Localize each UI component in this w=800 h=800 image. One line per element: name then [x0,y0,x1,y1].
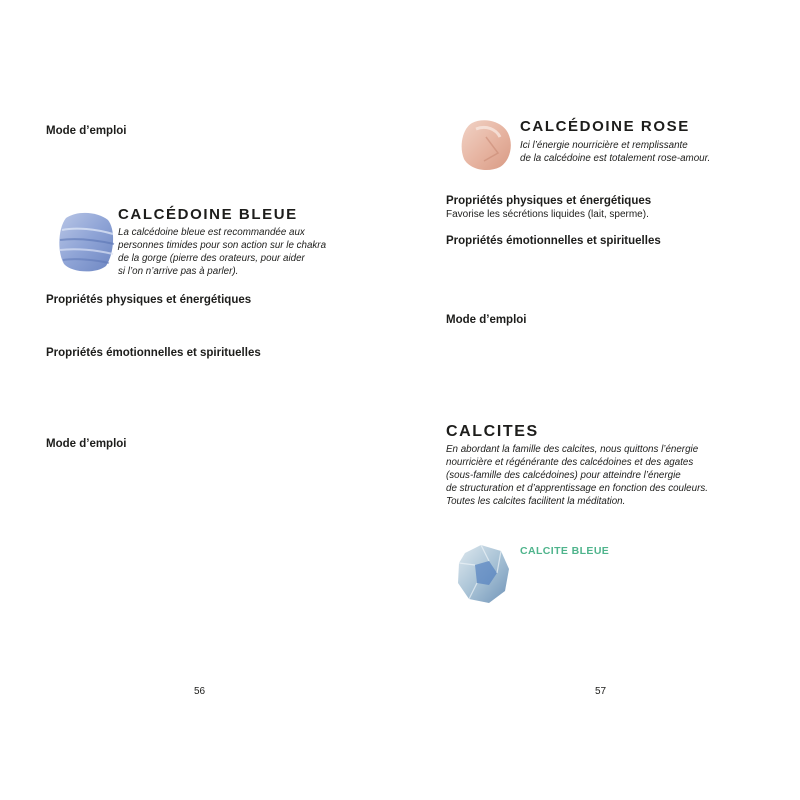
pink-mode-emploi-section [446,313,776,327]
text-line: nourricière et régénérante des calcédoines et des agates [446,457,694,468]
calcites-section [446,423,776,508]
pink-emotional-section [446,234,776,248]
stone-title: CALCÉDOINE BLEUE [118,206,298,223]
family-title: CALCITES [446,423,539,440]
section-heading: Mode d’emploi [46,438,127,450]
blue-physical-section [46,293,366,307]
text-line: (sous-famille des calcédoines) pour atteindre l’énergie [446,470,681,481]
text-line: de structuration et d’apprentissage en fonction des couleurs. [446,483,708,494]
text-line: La calcédoine bleue est recommandée aux [118,227,305,238]
blue-calcite-stone-icon [455,543,511,605]
text-line: Favorise les sécrétions liquides (lait, sperme). [446,209,649,220]
pink-chalcedony-stone-icon [458,117,514,173]
stone-subtitle: CALCITE BLEUE [520,545,610,557]
stone-intro [118,226,388,278]
section-heading: Mode d’emploi [446,314,527,326]
section-heading: Propriétés émotionnelles et spirituelles [446,235,661,247]
text-line: Toutes les calcites facilitent la méditation. [446,496,626,507]
text-line: si l’on n’arrive pas à parler). [118,266,239,277]
text-line: de la calcédoine est totalement rose-amour. [520,153,711,164]
section-heading: Mode d’emploi [46,125,127,137]
text-line: En abordant la famille des calcites, nous quittons l’énergie [446,444,699,455]
section-heading: Propriétés physiques et énergétiques [446,195,652,207]
blue-chalcedony-header [118,206,388,278]
page-number: 56 [194,686,206,697]
blue-calcite-section [520,545,782,557]
right-page [400,0,800,800]
section-heading: Propriétés physiques et énergétiques [46,294,252,306]
stone-intro [520,139,790,165]
pink-chalcedony-header [520,118,790,165]
blue-emotional-section [46,346,371,360]
text-line: de la gorge (pierre des orateurs, pour aider [118,253,305,264]
page-number: 57 [595,686,607,697]
blue-chalcedony-stone-icon [56,210,116,274]
pink-physical-section [446,194,776,221]
section-text [446,208,776,221]
blue-mode-emploi-section [46,437,371,451]
top-mode-emploi-section [46,124,366,138]
text-line: Ici l’énergie nourricière et remplissante [520,140,688,151]
family-intro [446,443,776,508]
stone-title: CALCÉDOINE ROSE [520,118,690,135]
text-line: personnes timides pour son action sur le chakra [118,240,327,251]
section-heading: Propriétés émotionnelles et spirituelles [46,347,261,359]
